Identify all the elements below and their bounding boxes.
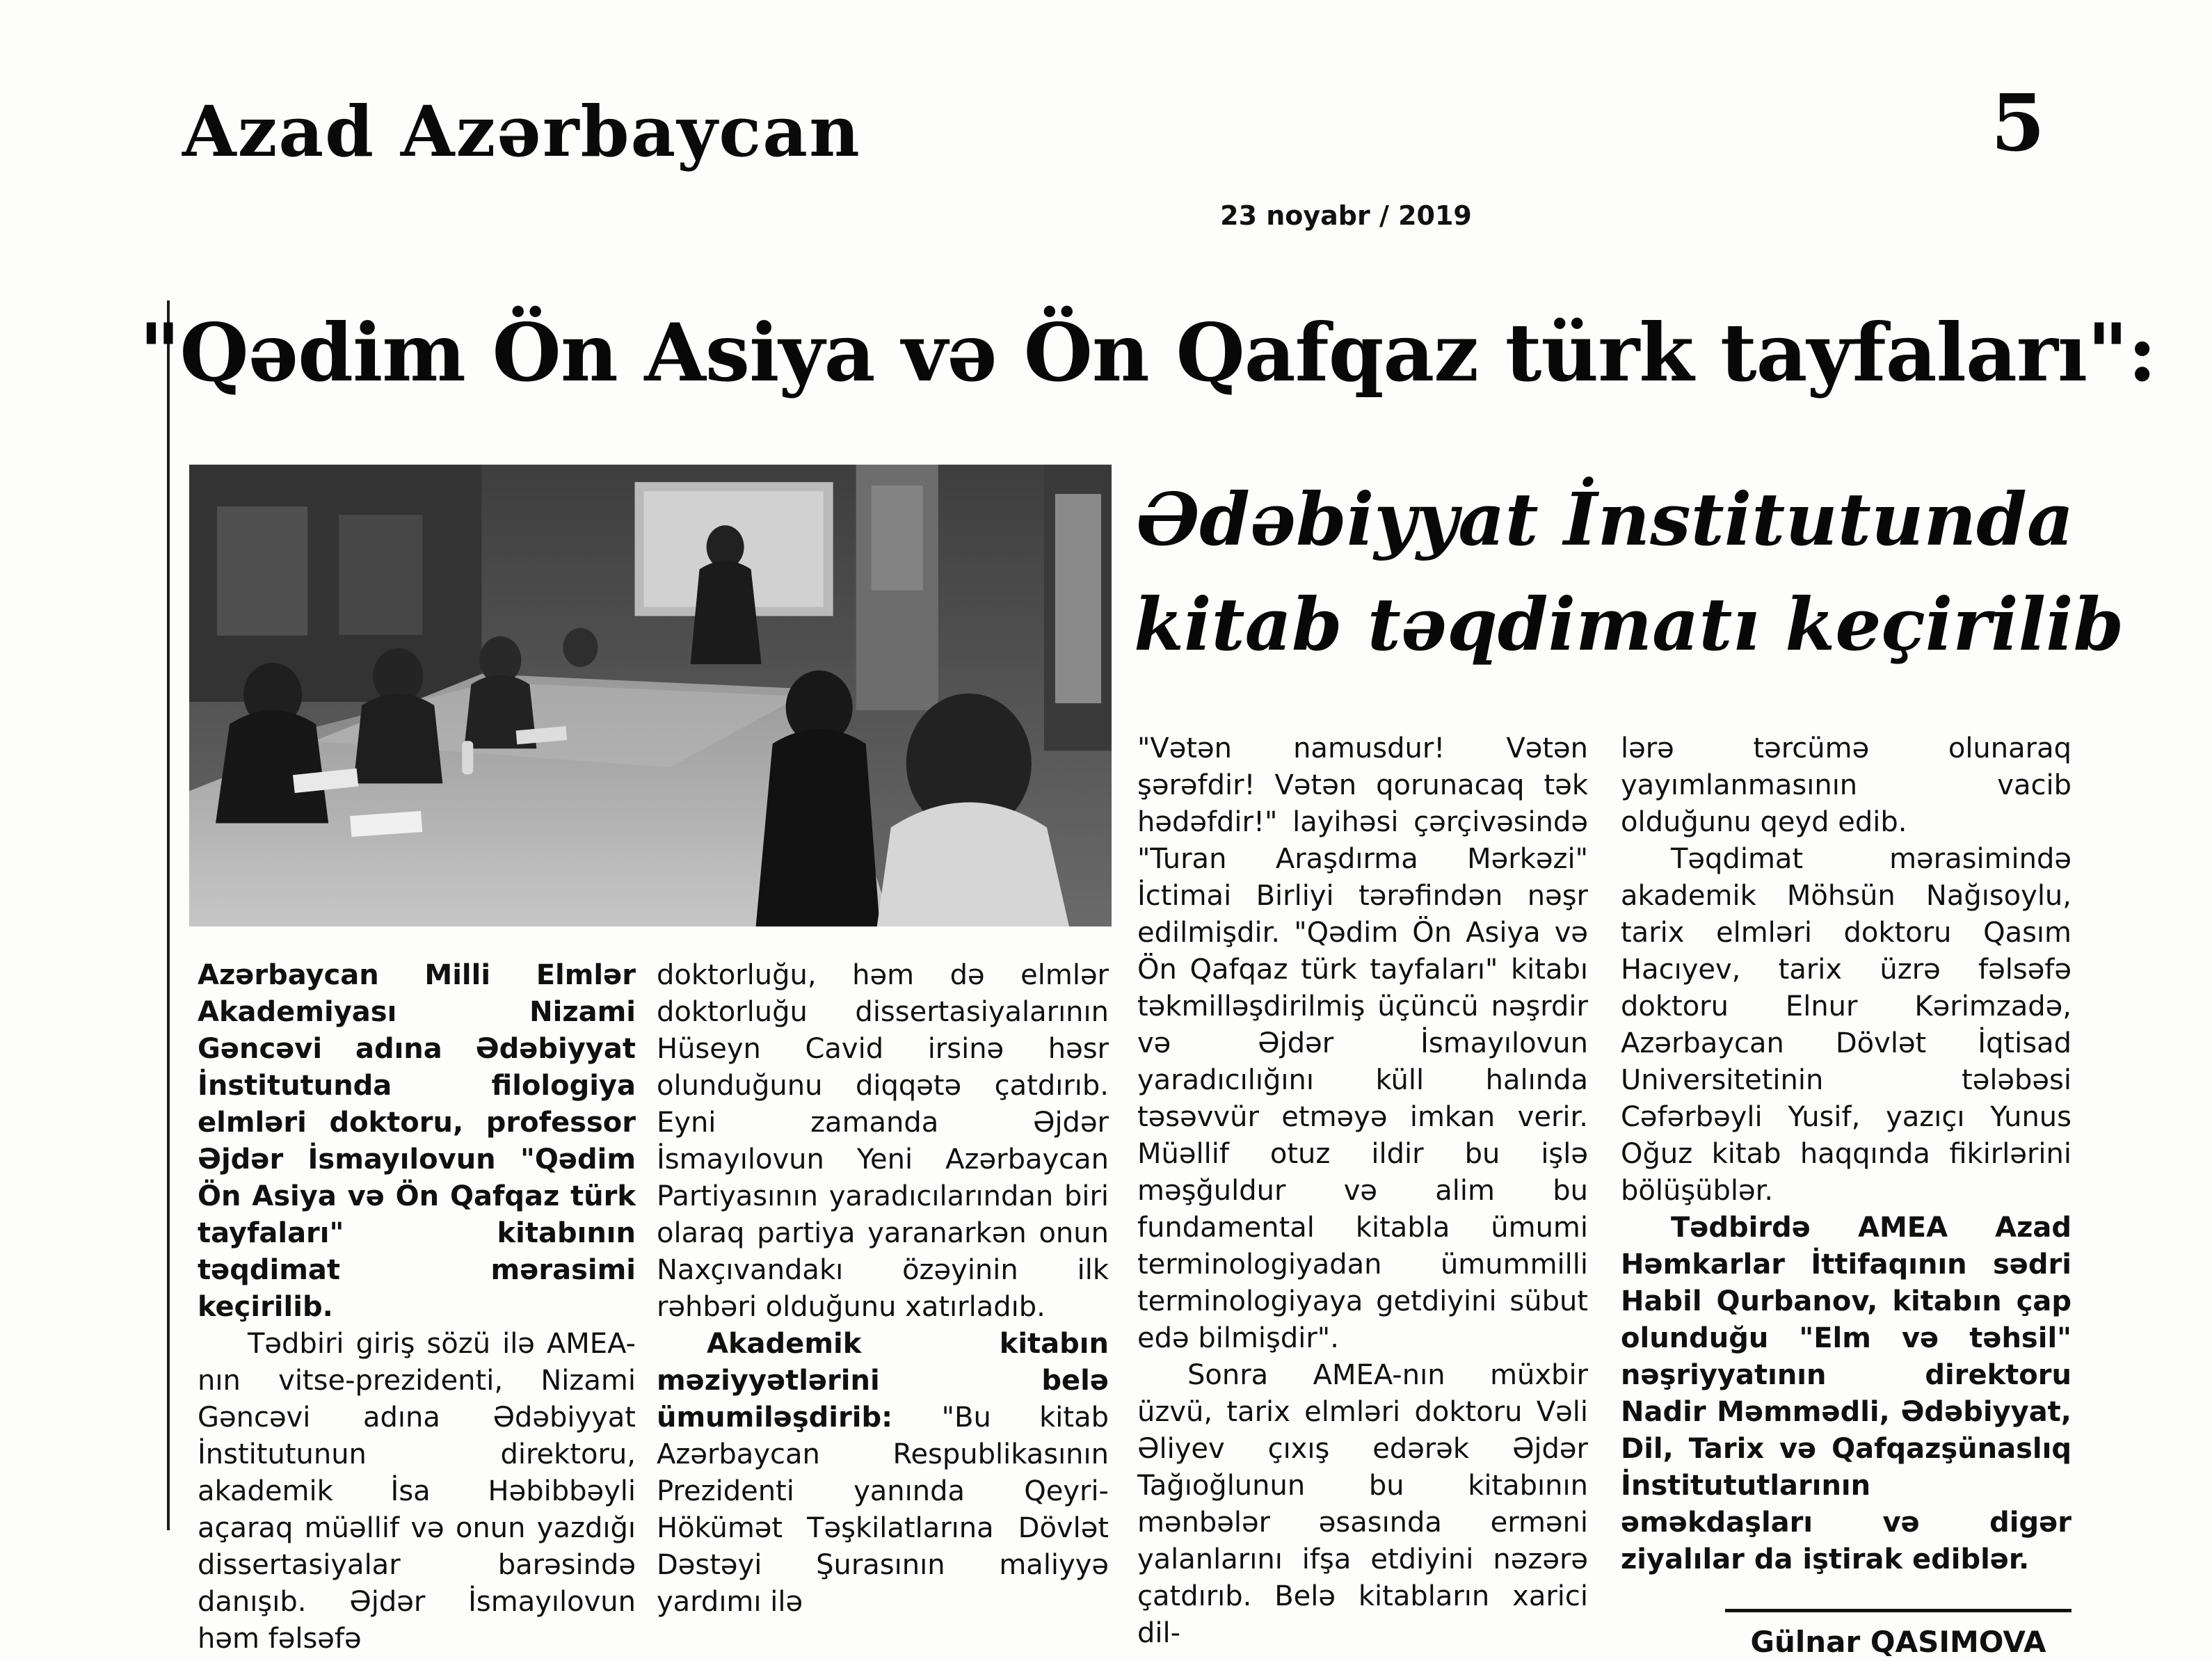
paragraph-text: lərə tərcümə olunaraq yayımlanmasının vacib olduğunu qeyd edib. bbox=[1621, 732, 2071, 838]
article-column-4 bbox=[1621, 730, 2071, 1660]
paragraph-text: "Vətən namusdur! Vətən şərəfdir! Vətən qorunacaq tək hədəfdir!" layihəsi çərçivəsində "Turan Araşdırma Mərkəzi" İctimai Birliyi tərəfindən nəşr edilmişdir. "Qədim Ön Asiya və Ön Qafqaz türk tayfaları" kitabı təkmilləşdirilmiş üçüncü nəşrdir və Əjdər İsmayılovun yaradıcılığını küll halında təsəvvür etməyə imkan verir. Müəllif otuz ildir bu işlə məşğuldur və alim bu fundamental kitabla ümumi terminologiyadan ümummilli terminologiyaya getdiyini sübut edə bilmişdir". bbox=[1137, 732, 1588, 1354]
article-subheadline bbox=[1134, 467, 2124, 677]
paragraph-text: Təqdimat mərasimində akademik Möhsün Nağısoylu, tarix elmləri doktoru Qasım Hacıyev, tarix üzrə fəlsəfə doktoru Elnur Kərimzadə, Azərbaycan Dövlət İqtisad Universitetinin tələbəsi Cəfərbəyli Yusif, yazıçı Yunus Oğuz kitab haqqında fikirlərini bölüşüblər. bbox=[1621, 843, 2071, 1207]
article-paragraph bbox=[1621, 1210, 2071, 1578]
paragraph-bold-text: Tədbirdə AMEA Azad Həmkarlar İttifaqının sədri Habil Qurbanov, kitabın çap olunduğu "Elm və təhsil" nəşriyyatının direktoru Nadir Məmmədli, Ədəbiyyat, Dil, Tarix və Qafqazşünaslıq İnstitututlarının əməkdaşları və digər ziyalılar da iştirak ediblər. bbox=[1621, 1212, 2071, 1575]
article-paragraph bbox=[1621, 841, 2071, 1210]
article-headline: "Qədim Ön Asiya və Ön Qafqaz türk tayfaları": bbox=[139, 306, 2156, 399]
paragraph-bold-text: Akademik kitabın məziyyətlərini belə ümumiləşdirib: bbox=[657, 1328, 1109, 1434]
article-paragraph bbox=[198, 1326, 636, 1658]
page-number: 5 bbox=[1991, 78, 2045, 169]
paragraph-text: Sonra AMEA-nın müxbir üzvü, tarix elmləri doktoru Vəli Əliyev çıxış edərək Əjdər Tağıoğlunun bu kitabının mənbələr əsasında erməni yalanlarını ifşa etdiyini nəzərə çatdırıb. Belə kitabların xarici dil- bbox=[1137, 1359, 1588, 1649]
subheadline-line-2: kitab təqdimatı keçirilib bbox=[1134, 581, 2124, 667]
byline-block bbox=[1725, 1609, 2071, 1660]
conference-room-photo-illustration bbox=[189, 465, 1112, 926]
subheadline-line-1: Ədəbiyyat İnstitutunda bbox=[1136, 476, 2074, 562]
paragraph-text: "Bu kitab Azərbaycan Respublikasının Prezidenti yanında Qeyri-Hökümət Təşkilatlarına Dövlət Dəstəyi Şurasının maliyyə yardımı ilə bbox=[657, 1402, 1109, 1618]
article-photo bbox=[189, 465, 1112, 926]
article-paragraph bbox=[1621, 730, 2071, 841]
paragraph-bold-text: Azərbaycan Milli Elmlər Akademiyası Nizami Gəncəvi adına Ədəbiyyat İnstitutunda filologiya elmləri doktoru, professor Əjdər İsmayılovun "Qədim Ön Asiya və Ön Qafqaz türk tayfaları" kitabının təqdimat mərasimi keçirilib. bbox=[198, 959, 636, 1323]
article-paragraph bbox=[198, 957, 636, 1326]
article-paragraph bbox=[1137, 1357, 1588, 1652]
byline: Gülnar QASIMOVA bbox=[1750, 1625, 2046, 1659]
article-column-2 bbox=[657, 957, 1109, 1621]
newspaper-title: Azad Azərbaycan bbox=[182, 90, 861, 172]
article-paragraph bbox=[657, 957, 1109, 1326]
article-paragraph bbox=[1137, 730, 1588, 1357]
left-column-rule bbox=[167, 300, 170, 1530]
article-column-1 bbox=[198, 957, 636, 1658]
paragraph-text: doktorluğu, həm də elmlər doktorluğu dissertasiyalarının Hüseyn Cavid irsinə həsr olunduğunu diqqətə çatdırıb. Eyni zamanda Əjdər İsmayılovun Yeni Azərbaycan Partiyasının yaradıcılarından biri olaraq partiya yaranarkən onun Naxçıvandakı özəyinin ilk rəhbəri olduğunu xatırladıb. bbox=[657, 959, 1109, 1323]
paragraph-text: Tədbiri giriş sözü ilə AMEA-nın vitse-prezidenti, Nizami Gəncəvi adına Ədəbiyyat İnstitutunun direktoru, akademik İsa Həbibbəyli açaraq müəllif və onun yazdığı dissertasiyalar barəsində danışıb. Əjdər İsmayılovun həm fəlsəfə bbox=[198, 1328, 636, 1655]
issue-date: 23 noyabr / 2019 bbox=[1220, 200, 1472, 231]
article-paragraph bbox=[657, 1326, 1109, 1621]
article-column-3 bbox=[1137, 730, 1588, 1652]
